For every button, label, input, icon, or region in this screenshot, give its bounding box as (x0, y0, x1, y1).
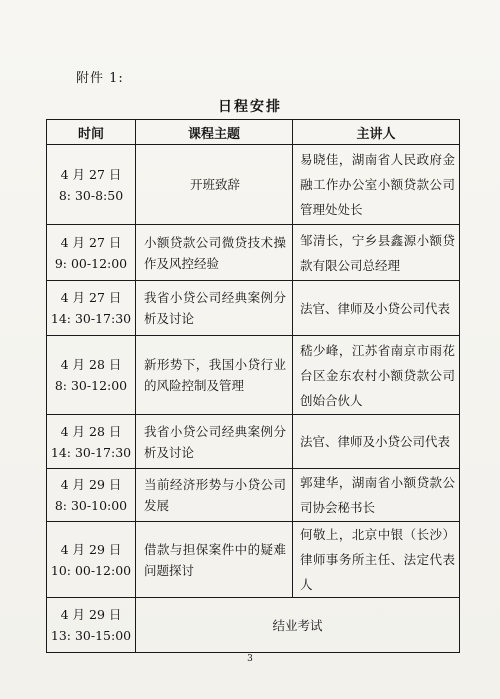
header-speaker: 主讲人 (293, 120, 460, 145)
time-cell (47, 522, 136, 598)
table-row (47, 469, 460, 522)
date-text: 4 月 29 日 (60, 607, 122, 622)
table-row (47, 598, 460, 653)
speaker-cell: 邹清长，宁乡县鑫源小额贷款有限公司总经理 (293, 225, 460, 281)
header-topic: 课程主题 (136, 120, 293, 145)
date-text: 4 月 29 日 (60, 541, 122, 557)
table-row (47, 522, 460, 598)
table-row (47, 281, 460, 336)
speaker-cell: 郭建华，湖南省小额贷款公司协会秘书长 (293, 469, 460, 522)
topic-cell: 开班致辞 (136, 145, 293, 225)
speaker-cell: 嵇少峰，江苏省南京市雨花台区金东农村小额贷款公司创始合伙人 (293, 336, 460, 415)
date-text: 4 月 29 日 (60, 477, 122, 492)
page-title: 日程安排 (218, 99, 282, 115)
topic-cell: 我省小贷公司经典案例分析及讨论 (136, 281, 293, 336)
time-cell (47, 225, 136, 281)
time-cell (47, 145, 136, 225)
table-row (47, 336, 460, 415)
time-text: 8: 30-10:00 (54, 498, 128, 513)
page-number: 3 (247, 654, 253, 664)
topic-cell: 借款与担保案件中的疑难问题探讨 (136, 522, 293, 598)
time-cell (47, 598, 136, 653)
table-row (47, 145, 460, 225)
time-cell (47, 469, 136, 522)
time-text: 14: 30-17:30 (50, 311, 132, 326)
topic-cell: 新形势下，我国小贷行业的风险控制及管理 (136, 336, 293, 415)
table-header-row (47, 120, 460, 145)
speaker-cell: 何敬上，北京中银（长沙）律师事务所主任、法定代表人 (293, 522, 460, 598)
attachment-label: 附件 1: (76, 71, 124, 86)
date-text: 4 月 27 日 (60, 234, 122, 250)
topic-cell: 我省小贷公司经典案例分析及讨论 (136, 415, 293, 469)
time-cell (47, 336, 136, 415)
table-row (47, 415, 460, 469)
speaker-cell: 法官、律师及小贷公司代表 (293, 281, 460, 336)
time-text: 9: 00-12:00 (54, 255, 128, 271)
date-text: 4 月 27 日 (60, 290, 122, 305)
schedule-table (46, 119, 460, 653)
time-text: 14: 30-17:30 (50, 444, 132, 460)
table-row (47, 225, 460, 281)
merged-topic-cell: 结业考试 (136, 598, 460, 653)
time-text: 8: 30-8:50 (58, 187, 124, 203)
date-text: 4 月 27 日 (60, 166, 122, 182)
time-text: 13: 30-15:00 (50, 628, 132, 643)
time-text: 8: 30-12:00 (54, 378, 128, 393)
header-time: 时间 (47, 120, 136, 145)
time-cell (47, 281, 136, 336)
speaker-cell: 法官、律师及小贷公司代表 (293, 415, 460, 469)
topic-cell: 小额贷款公司微贷技术操作及风控经验 (136, 225, 293, 281)
time-cell (47, 415, 136, 469)
speaker-cell: 易晓佳，湖南省人民政府金融工作办公室小额贷款公司管理处处长 (293, 145, 460, 225)
topic-cell: 当前经济形势与小贷公司发展 (136, 469, 293, 522)
date-text: 4 月 28 日 (60, 423, 122, 439)
time-text: 10: 00-12:00 (50, 562, 132, 578)
date-text: 4 月 28 日 (60, 357, 122, 372)
